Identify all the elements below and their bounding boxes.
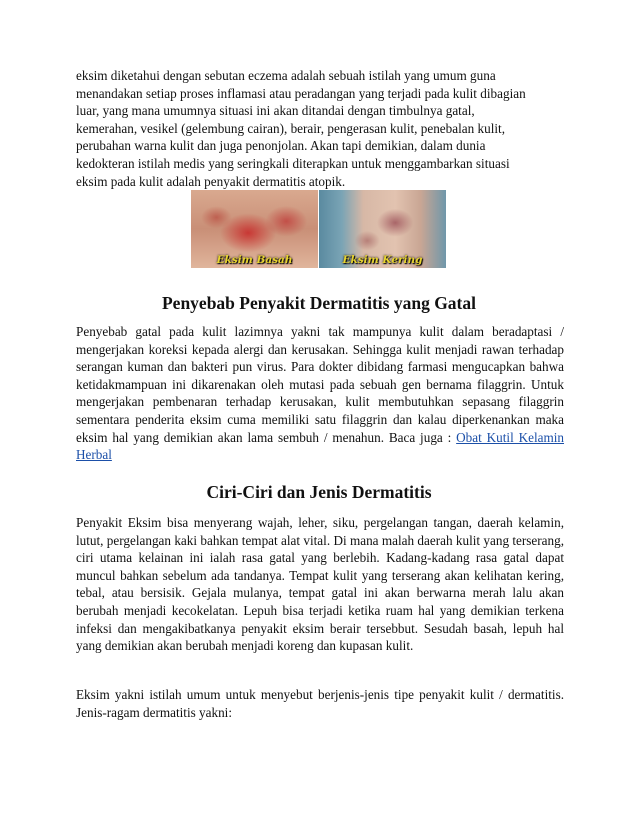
- intro-line: eksim pada kulit adalah penyakit dermatitis atopik.: [76, 173, 346, 189]
- intro-line: menandakan setiap proses inflamasi atau peradangan yang terjadi pada kulit dibagian: [76, 85, 526, 101]
- intro-line: eksim diketahui dengan sebutan eczema adalah sebuah istilah yang umum guna: [76, 68, 496, 83]
- intro-paragraph: [76, 67, 564, 190]
- intro-line: luar, yang mana umumnya situasi ini akan ditandai dengan timbulnya gatal,: [76, 103, 475, 119]
- section1-paragraph: [76, 323, 564, 464]
- intro-line: perubahan warna kulit dan juga penonjolan. Akan tapi demikian, dalam dunia: [76, 138, 486, 154]
- section2-paragraph2: Eksim yakni istilah umum untuk menyebut berjenis-jenis tipe penyakit kulit / dermatitis. Jenis-ragam dermatitis yakni:: [76, 687, 564, 720]
- dry-eczema-photo: [319, 190, 446, 268]
- intro-line: kemerahan, vesikel (gelembung cairan), berair, pengerasan kulit, penebalan kulit,: [76, 120, 505, 136]
- intro-line: kedokteran istilah medis yang seringkali diterapkan untuk menggambarkan situasi: [76, 155, 510, 171]
- section1-heading: Penyebab Penyakit Dermatitis yang Gatal: [161, 293, 476, 313]
- section2-paragraph1: Penyakit Eksim bisa menyerang wajah, leher, siku, pergelangan tangan, daerah kelamin, lutut, pergelangan kaki bahkan tempat alat vital. Di mana malah daerah kulit yang terserang, ciri utama kelainan ini ialah rasa gatal yang berlebih. Kadang-kadang rasa gatal dapat muncul bahkan sebelum ada tandanya. Tempat kulit yang terserang akan kelihatan kering, tebal, atau bersisik. Gejala mulanya, tempat gatal ini akan berwarna merah lalu akan berubah menjadi kecokelatan. Lepuh bisa terjadi ketika ruam hal yang demikian terkena infeksi dan mengakibatkanya penyakit eksim berair tersebbut. Sesudah basah, lepuh hal yang demikian akan berubah menjadi koreng dan kupasan kulit.: [76, 515, 564, 654]
- section2-heading: Ciri-Ciri dan Jenis Dermatitis: [206, 482, 432, 502]
- wet-eczema-caption: Eksim Basah: [216, 254, 293, 266]
- section1-body: Penyebab gatal pada kulit lazimnya yakni tak mampunya kulit dalam beradaptasi / mengerjakan koreksi kepada alergi dan kerusakan. Sehingga kulit menjadi rawan terhadap serangan kuman dan bakteri pun virus. Para dokter dibidang farmasi mengucapkan bahwa ketidakmampuan ini dikarenakan oleh mutasi pada sebuah gen bernama filaggrin. Untuk mengerjakan pembenaran terhadap kerusakan, kulit membutuhkan sepasang filaggrin sementara penderita eksim cuma memiliki satu filaggrin dan kalau diperkenankan maka eksim hal yang demikian akan lama sembuh / menahun. Baca juga :: [76, 324, 564, 445]
- wet-eczema-photo: [191, 190, 318, 268]
- obat-kutil-link[interactable]: Obat Kutil Kelamin Herbal: [76, 429, 565, 463]
- dry-eczema-caption: Eksim Kering: [342, 254, 423, 266]
